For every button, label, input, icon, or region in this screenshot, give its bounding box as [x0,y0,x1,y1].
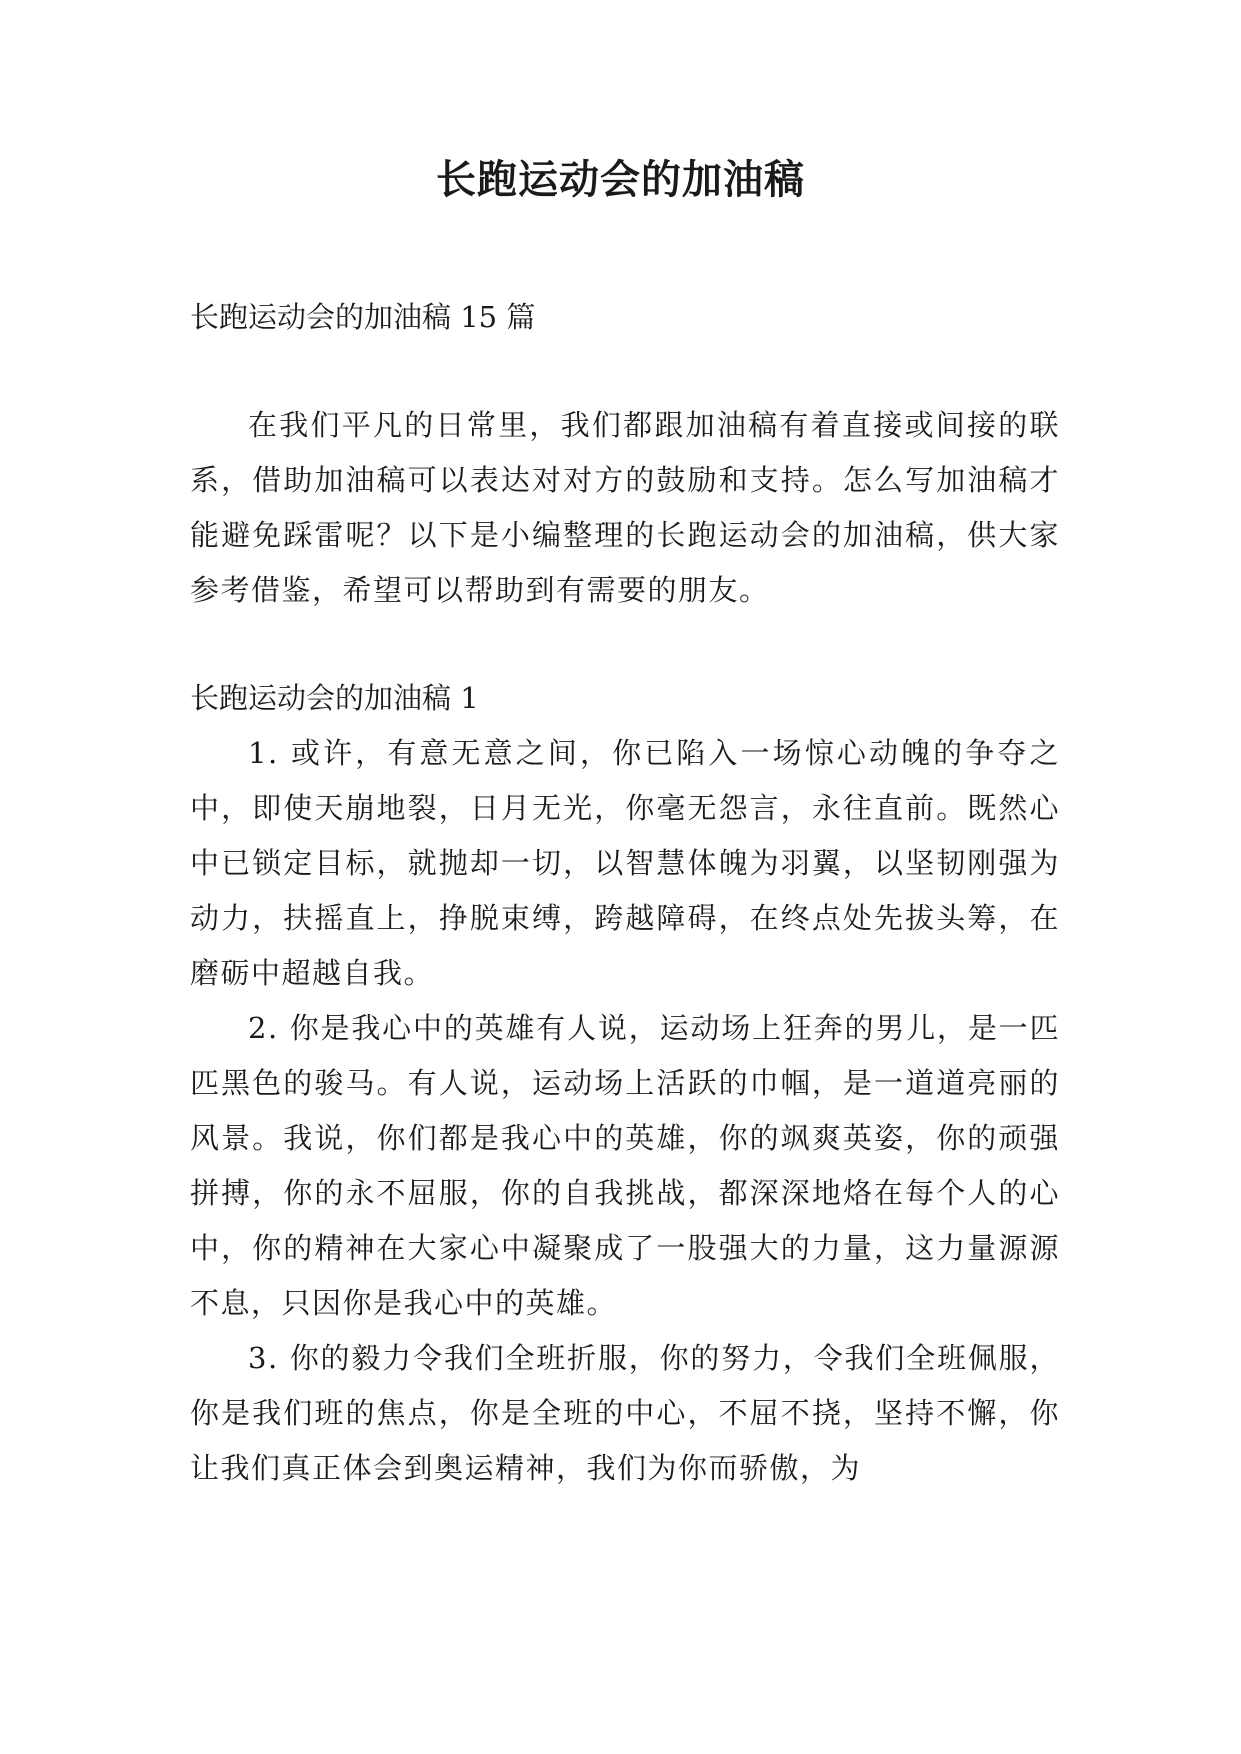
document-body [190,290,1060,1496]
document-title: 长跑运动会的加油稿 [436,157,805,203]
document-subtitle: 长跑运动会的加油稿 15 篇 [190,300,536,334]
intro-paragraph: 在我们平凡的日常里，我们都跟加油稿有着直接或间接的联系，借助加油稿可以表达对对方的鼓励和支持。怎么写加油稿才能避免踩雷呢？以下是小编整理的长跑运动会的加油稿，供大家参考借鉴，希望可以帮助到有需要的朋友。 [190,408,1060,607]
section [190,671,1060,1496]
section-item-2: 2. 你是我心中的英雄有人说，运动场上狂奔的男儿，是一匹匹黑色的骏马。有人说，运动场上活跃的巾帼，是一道道亮丽的风景。我说，你们都是我心中的英雄，你的飒爽英姿，你的顽强拼搏，你的永不屈服，你的自我挑战，都深深地烙在每个人的心中，你的精神在大家心中凝聚成了一股强大的力量，这力量源源不息，只因你是我心中的英雄。 [190,1011,1060,1320]
section-heading: 长跑运动会的加油稿 1 [190,681,479,715]
section-item-1: 1. 或许，有意无意之间，你已陷入一场惊心动魄的争夺之中，即使天崩地裂，日月无光，你毫无怨言，永往直前。既然心中已锁定目标，就抛却一切，以智慧体魄为羽翼，以坚韧刚强为动力，扶摇直上，挣脱束缚，跨越障碍，在终点处先拔头筹，在磨砺中超越自我。 [190,736,1060,990]
section-item-3: 3. 你的毅力令我们全班折服，你的努力，令我们全班佩服，你是我们班的焦点，你是全班的中心，不屈不挠，坚持不懈，你让我们真正体会到奥运精神，我们为你而骄傲，为 [190,1341,1060,1485]
